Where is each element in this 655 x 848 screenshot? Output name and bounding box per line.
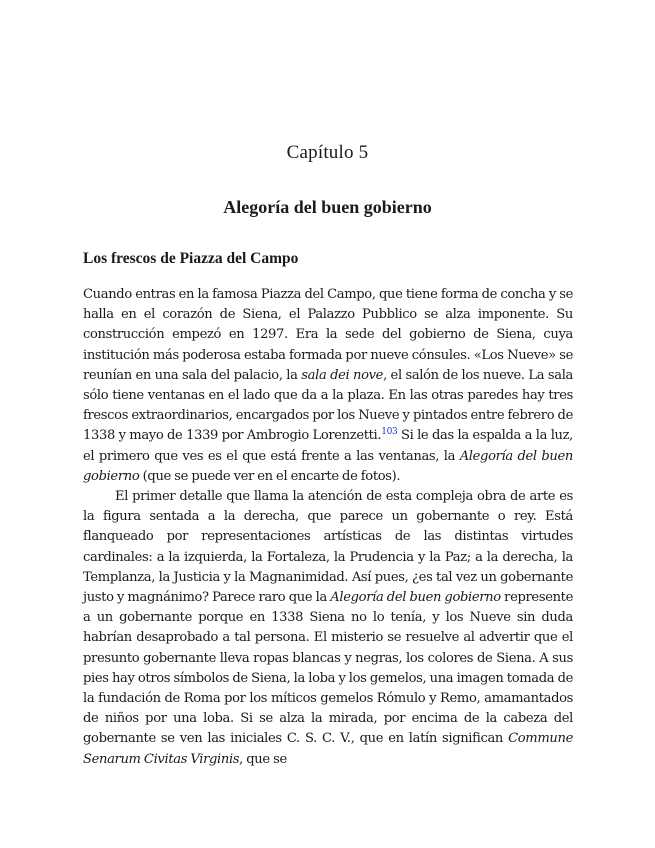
- section-heading: Los frescos de Piazza del Campo: [83, 250, 299, 267]
- paragraph-1-text-4: (que se puede ver en el encarte de fotos).: [139, 468, 401, 484]
- chapter-title: Alegoría del buen gobierno: [223, 197, 432, 217]
- paragraph-1-text-1: Cuando entras en la famosa Piazza del Campo, que tiene forma de concha y se halla en el corazón de Siena, el Palazzo Pubblico se alza imponente. Su construcción empezó en 1297. Era la sede del gobierno de Siena, cuya institución más poderosa estaba formada por nueve cónsules. «Los Nueve» se reunían en una sala del palacio, la: [83, 287, 573, 383]
- chapter-label: Capítulo 5: [286, 142, 369, 163]
- paragraph-2-text-3: , que se: [239, 751, 287, 767]
- paragraph-1-text-3: Si le das la espalda a la luz, el primero que ves es el que está frente a las ventanas, la: [83, 428, 573, 464]
- paragraph-2-text-1: El primer detalle que llama la atención de esta compleja obra de arte es la figura sentada a la derecha, que parece un gobernante o rey. Está flanqueado por representaciones artísticas de las distintas virtudes cardinales: a la izquierda, la Fortaleza, la Prudencia y la Paz; a la derecha, la Templanza, la Justicia y la Magnanimidad. Así pues, ¿es tal vez un gobernante justo y magnánimo? Parece raro que la: [83, 489, 573, 606]
- paragraph-2: [83, 487, 573, 770]
- paragraph-1-italic-sala-dei-nove: sala dei nove: [301, 367, 384, 383]
- paragraph-1-text-2: , el salón de los nueve. La sala sólo tiene ventanas en el lado que da a la plaza. En las otras paredes hay tres frescos extraordinarios, encargados por los Nueve y pintados entre febrero de 1338 y mayo de 1339 por Ambrogio Lorenzetti.: [83, 367, 574, 444]
- paragraph-2-text-2: represente a un gobernante porque en 1338 Siena no lo tenía, y los Nueve sin duda habrían desaprobado a tal persona. El misterio se resuelve al advertir que el presunto gobernante lleva ropas blancas y negras, los colores de Siena. A sus pies hay otros símbolos de Siena, la loba y los gemelos, una imagen tomada de la fundación de Roma por los míticos gemelos Rómulo y Remo, amamantados de niños por una loba. Si se alza la mirada, por encima de la cabeza del gobernante se ven las iniciales C. S. C. V., que en latín significan: [83, 590, 573, 747]
- paragraph-2-italic-title: Alegoría del buen gobierno: [330, 590, 501, 606]
- paragraph-2-italic-latin: Commune Senarum Civitas Virginis: [83, 731, 573, 767]
- body-text: [83, 285, 573, 770]
- paragraph-1: [83, 285, 573, 487]
- footnote-reference-link[interactable]: 103: [381, 427, 398, 438]
- paragraph-1-italic-title: Alegoría del buen gobierno: [83, 448, 573, 484]
